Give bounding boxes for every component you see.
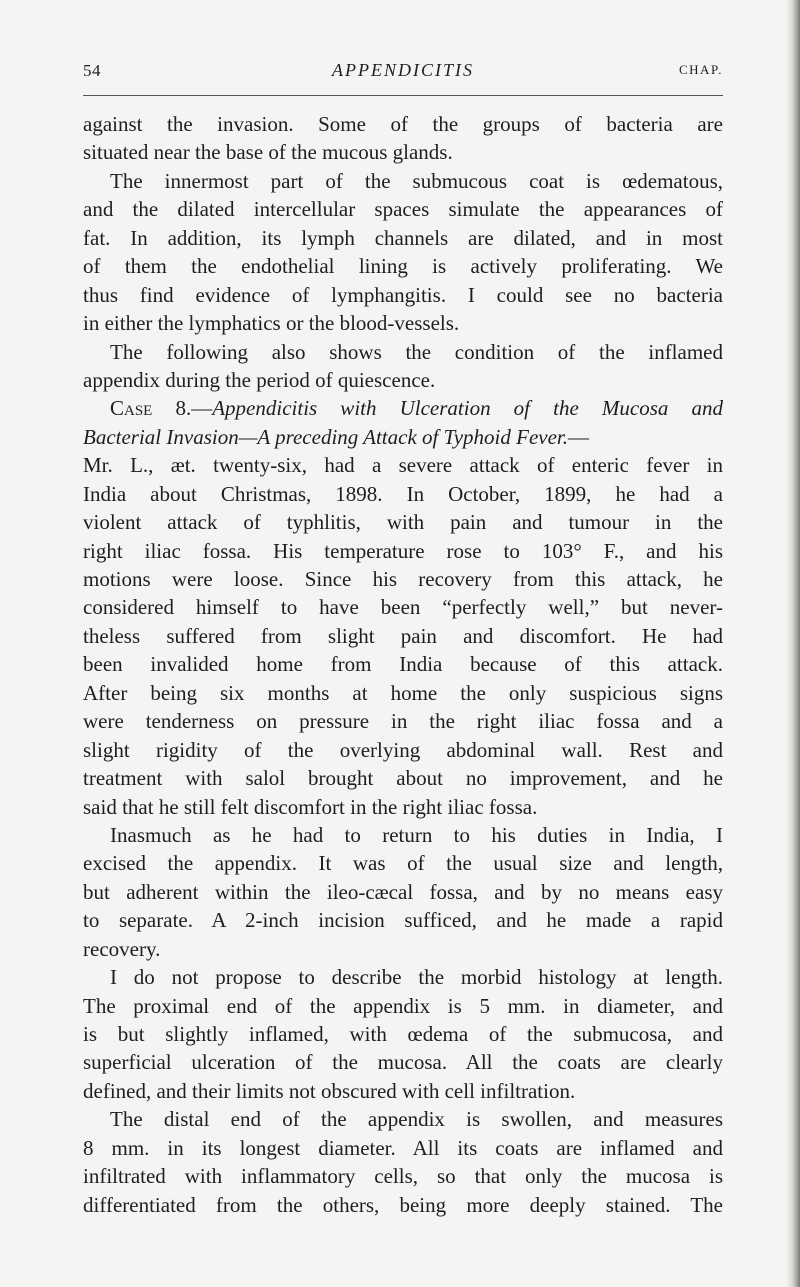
case-title-part1: Appendicitis with Ulceration of the Mucosa and (212, 396, 723, 421)
text-line: situated near the base of the mucous glands. (83, 140, 453, 165)
text-line: to separate. A 2-inch incision sufficed, and he made a rapid (83, 908, 723, 933)
text-line: infiltrated with inflammatory cells, so that only the mucosa is (83, 1164, 723, 1189)
page-edge-shadow (786, 0, 800, 1287)
running-title: APPENDICITIS (332, 60, 474, 80)
page-number: 54 (83, 61, 101, 80)
text-line: in either the lymphatics or the blood-vessels. (83, 311, 460, 336)
text-line: against the invasion. Some of the groups of bacteria are (83, 112, 723, 136)
text-line: defined, and their limits not obscured with cell infiltration. (83, 1078, 576, 1103)
chapter-label: CHAP. (679, 62, 723, 77)
text-line: violent attack of typhlitis, with pain and tumour in the (83, 510, 723, 535)
text-line: Mr. L., æt. twenty-six, had a severe attack of enteric fever in (83, 453, 723, 478)
text-line: differentiated from the others, being more deeply stained. The (83, 1192, 723, 1217)
body-text (83, 110, 723, 1219)
text-line: The proximal end of the appendix is 5 mm. in diameter, and (83, 993, 723, 1018)
case-title-part2: Bacterial Invasion—A preceding Attack of Typhoid Fever. (83, 424, 569, 449)
text-line: considered himself to have been “perfectly well,” but never- (83, 595, 723, 620)
text-line: were tenderness on pressure in the right iliac fossa and a (83, 709, 723, 734)
text-line: excised the appendix. It was of the usual size and length, (83, 851, 723, 876)
text-line: motions were loose. Since his recovery from this attack, he (83, 567, 723, 591)
text-line: appendix during the period of quiescence. (83, 367, 436, 392)
text-line: I do not propose to describe the morbid histology at length. (110, 965, 723, 990)
text-line: said that he still felt discomfort in the right iliac fossa. (83, 794, 538, 819)
text-line: but adherent within the ileo-cæcal fossa, and by no means easy (83, 879, 723, 904)
text-line: 8 mm. in its longest diameter. All its coats are inflamed and (83, 1135, 723, 1160)
text-line: of them the endothelial lining is actively proliferating. We (83, 254, 723, 279)
text-line: slight rigidity of the overlying abdominal wall. Rest and (83, 737, 723, 762)
header-rule (83, 95, 723, 96)
text-line: is but slightly inflamed, with œdema of the submucosa, and (83, 1022, 723, 1046)
text-line: India about Christmas, 1898. In October, 1899, he had a (83, 481, 723, 506)
text-line: been invalided home from India because of this attack. (83, 652, 723, 677)
case-dash: — (191, 396, 213, 421)
text-line: thus find evidence of lymphangitis. I could see no bacteria (83, 282, 723, 307)
text-line: recovery. (83, 936, 161, 961)
text-line: The distal end of the appendix is swollen, and measures (110, 1107, 723, 1132)
page-header (83, 55, 723, 87)
case-title-dash: — (568, 424, 590, 449)
text-line: and the dilated intercellular spaces simulate the appearances of (83, 197, 723, 222)
text-line: theless suffered from slight pain and discomfort. He had (83, 623, 723, 648)
case-label: Case 8. (110, 396, 192, 421)
text-line: Inasmuch as he had to return to his duties in India, I (110, 822, 723, 847)
text-line: right iliac fossa. His temperature rose to 103° F., and his (83, 538, 723, 563)
case-heading-line (83, 394, 723, 422)
text-line: After being six months at home the only suspicious signs (83, 680, 723, 705)
text-line: The innermost part of the submucous coat is œdematous, (110, 168, 723, 193)
text-line: fat. In addition, its lymph channels are dilated, and in most (83, 225, 723, 250)
case-heading-line (83, 423, 723, 451)
text-line: The following also shows the condition of the inflamed (110, 339, 723, 364)
text-line: treatment with salol brought about no improvement, and he (83, 766, 723, 791)
text-line: superficial ulceration of the mucosa. All the coats are clearly (83, 1050, 723, 1075)
